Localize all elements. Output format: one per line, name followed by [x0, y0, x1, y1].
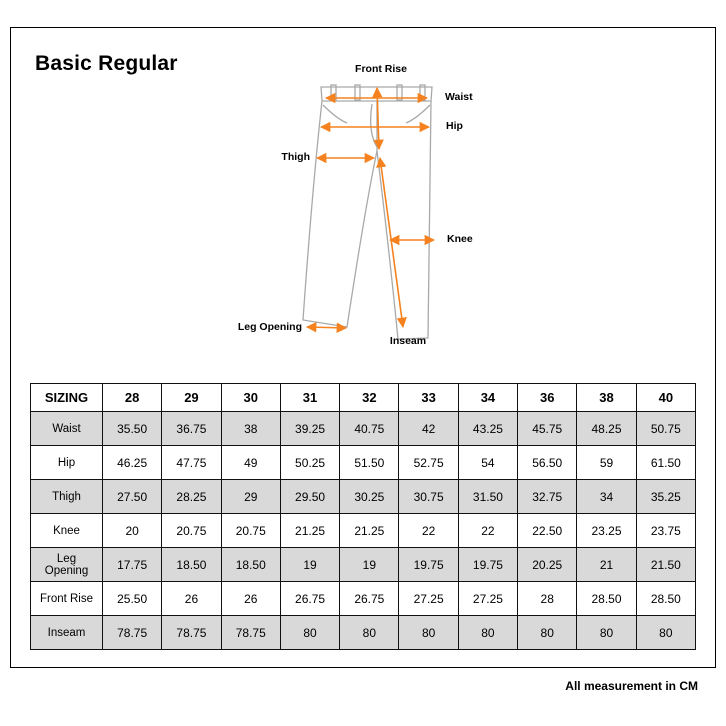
inseam-label: Inseam [389, 335, 427, 347]
inseam-arrow [380, 158, 403, 327]
hip-label: Hip [446, 120, 463, 132]
sizing-table [30, 383, 696, 650]
measurement-cell: 28.25 [162, 480, 221, 514]
measurement-cell: 26.75 [280, 582, 339, 616]
measurement-cell: 32.75 [518, 480, 577, 514]
pants-outline [303, 85, 432, 339]
row-label: Waist [31, 412, 103, 446]
size-header-38: 38 [577, 384, 636, 412]
measurement-cell: 80 [518, 616, 577, 650]
size-header-32: 32 [340, 384, 399, 412]
row-label: Inseam [31, 616, 103, 650]
measurement-cell: 26.75 [340, 582, 399, 616]
right-pocket [406, 105, 430, 123]
size-header-31: 31 [280, 384, 339, 412]
measurement-cell: 30.25 [340, 480, 399, 514]
measurement-cell: 80 [458, 616, 517, 650]
front-rise-label: Front Rise [355, 63, 407, 75]
measurement-cell: 56.50 [518, 446, 577, 480]
table-row-waist [31, 412, 696, 446]
size-header-40: 40 [636, 384, 695, 412]
measurement-cell: 20.75 [221, 514, 280, 548]
measurement-cell: 20 [103, 514, 162, 548]
size-header-34: 34 [458, 384, 517, 412]
row-label: Hip [31, 446, 103, 480]
measurement-cell: 22 [399, 514, 458, 548]
size-header-28: 28 [103, 384, 162, 412]
page-title: Basic Regular [35, 52, 178, 75]
measurement-cell: 26 [221, 582, 280, 616]
measurement-cell: 80 [280, 616, 339, 650]
leg-opening-label: Leg Opening [237, 321, 302, 333]
measurement-cell: 22.50 [518, 514, 577, 548]
measurement-cell: 31.50 [458, 480, 517, 514]
pants-diagram [240, 55, 520, 355]
measurement-cell: 18.50 [221, 548, 280, 582]
measurement-cell: 50.75 [636, 412, 695, 446]
measurement-cell: 20.25 [518, 548, 577, 582]
measurement-cell: 19.75 [458, 548, 517, 582]
measurement-cell: 17.75 [103, 548, 162, 582]
measurement-cell: 42 [399, 412, 458, 446]
waist-label: Waist [445, 91, 473, 103]
measurement-cell: 54 [458, 446, 517, 480]
table-row-thigh [31, 480, 696, 514]
measurement-cell: 18.50 [162, 548, 221, 582]
measurement-cell: 80 [340, 616, 399, 650]
measurement-cell: 38 [221, 412, 280, 446]
size-header-36: 36 [518, 384, 577, 412]
sizing-column-header: SIZING [31, 384, 103, 412]
measurement-cell: 20.75 [162, 514, 221, 548]
measurement-cell: 22 [458, 514, 517, 548]
sizing-table-head-row [31, 384, 696, 412]
measurement-cell: 61.50 [636, 446, 695, 480]
measurement-cell: 45.75 [518, 412, 577, 446]
measurement-cell: 29.50 [280, 480, 339, 514]
measurement-cell: 25.50 [103, 582, 162, 616]
row-label: Leg Opening [31, 548, 103, 582]
table-row-inseam [31, 616, 696, 650]
measurement-cell: 28.50 [636, 582, 695, 616]
measurement-cell: 23.25 [577, 514, 636, 548]
row-label: Thigh [31, 480, 103, 514]
measurement-cell: 40.75 [340, 412, 399, 446]
measurement-cell: 46.25 [103, 446, 162, 480]
measurement-cell: 21.25 [280, 514, 339, 548]
measurement-cell: 50.25 [280, 446, 339, 480]
measurement-cell: 30.75 [399, 480, 458, 514]
measurement-cell: 43.25 [458, 412, 517, 446]
measurement-cell: 28 [518, 582, 577, 616]
leg-opening-arrow [307, 327, 346, 328]
measurement-cell: 19 [340, 548, 399, 582]
measurement-cell: 35.50 [103, 412, 162, 446]
right-leg [377, 101, 431, 339]
measurement-cell: 27.25 [399, 582, 458, 616]
measurement-cell: 59 [577, 446, 636, 480]
measurement-cell: 35.25 [636, 480, 695, 514]
measurement-cell: 52.75 [399, 446, 458, 480]
measurement-cell: 78.75 [162, 616, 221, 650]
measurement-cell: 27.50 [103, 480, 162, 514]
measurement-cell: 28.50 [577, 582, 636, 616]
size-header-29: 29 [162, 384, 221, 412]
row-label: Knee [31, 514, 103, 548]
measurement-unit-note: All measurement in CM [565, 679, 698, 693]
table-row-leg-opening [31, 548, 696, 582]
table-row-front-rise [31, 582, 696, 616]
measurement-cell: 80 [577, 616, 636, 650]
measurement-cell: 47.75 [162, 446, 221, 480]
left-pocket [323, 105, 347, 123]
size-header-30: 30 [221, 384, 280, 412]
measurement-cell: 19 [280, 548, 339, 582]
measurement-cell: 23.75 [636, 514, 695, 548]
measurement-cell: 39.25 [280, 412, 339, 446]
fly-stitch [371, 104, 377, 147]
size-header-33: 33 [399, 384, 458, 412]
measurement-cell: 48.25 [577, 412, 636, 446]
measurement-cell: 21.50 [636, 548, 695, 582]
row-label: Front Rise [31, 582, 103, 616]
measurement-cell: 34 [577, 480, 636, 514]
measurement-cell: 29 [221, 480, 280, 514]
table-row-hip [31, 446, 696, 480]
measurement-cell: 80 [399, 616, 458, 650]
measurement-cell: 51.50 [340, 446, 399, 480]
knee-label: Knee [447, 233, 473, 245]
measurement-cell: 80 [636, 616, 695, 650]
measurement-cell: 36.75 [162, 412, 221, 446]
measurement-cell: 49 [221, 446, 280, 480]
table-row-knee [31, 514, 696, 548]
thigh-label: Thigh [281, 151, 310, 163]
measurement-cell: 78.75 [221, 616, 280, 650]
left-leg [303, 101, 377, 327]
measurement-cell: 19.75 [399, 548, 458, 582]
measurement-cell: 21.25 [340, 514, 399, 548]
sizing-table-body [31, 412, 696, 650]
measurement-cell: 21 [577, 548, 636, 582]
measurement-cell: 78.75 [103, 616, 162, 650]
measurement-cell: 27.25 [458, 582, 517, 616]
measurement-cell: 26 [162, 582, 221, 616]
